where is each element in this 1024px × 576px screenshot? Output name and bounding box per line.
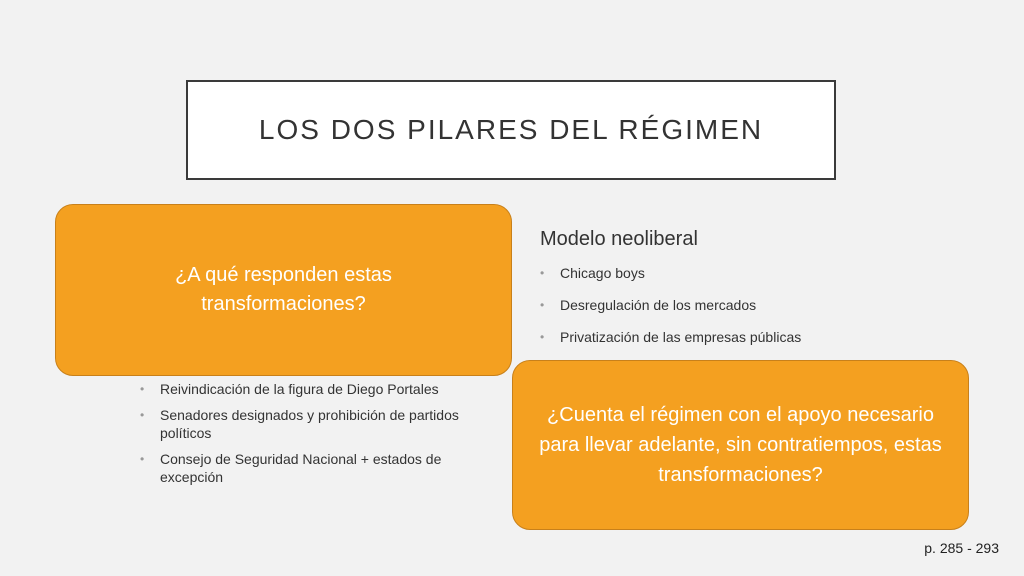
list-item	[140, 380, 490, 398]
list-item-text: Desregulación de los mercados	[560, 297, 757, 313]
list-item	[540, 295, 860, 327]
title-box	[186, 80, 836, 180]
list-item-text: Consejo de Seguridad Nacional + estados de excepción	[160, 451, 442, 485]
list-item-text: Reivindicación de la figura de Diego Portales	[160, 381, 439, 397]
slide-title: LOS DOS PILARES DEL RÉGIMEN	[258, 114, 764, 145]
list-item	[540, 327, 860, 359]
bullet-icon: •	[140, 452, 145, 466]
bullet-icon: •	[540, 298, 545, 312]
question-callout-2	[512, 360, 969, 530]
bullet-icon: •	[540, 266, 545, 280]
list-item-text: Chicago boys	[560, 265, 645, 281]
list-item	[540, 263, 860, 295]
question-callout-1	[55, 204, 512, 376]
neoliberal-list	[540, 263, 860, 359]
political-list	[140, 380, 490, 494]
neoliberal-heading: Modelo neoliberal	[540, 228, 698, 250]
list-item	[140, 406, 490, 442]
list-item	[140, 450, 490, 486]
list-item-text: Senadores designados y prohibición de partidos políticos	[160, 407, 459, 441]
list-item-text: Privatización de las empresas públicas	[560, 329, 802, 345]
bullet-icon: •	[540, 330, 545, 344]
callout-text: ¿Cuenta el régimen con el apoyo necesario para llevar adelante, sin contratiempos, estas transformaciones?	[539, 404, 942, 486]
bullet-icon: •	[140, 408, 145, 422]
callout-text: ¿A qué responden estas transformaciones?	[175, 264, 392, 315]
page-reference: p. 285 - 293	[924, 540, 999, 556]
bullet-icon: •	[140, 382, 145, 396]
